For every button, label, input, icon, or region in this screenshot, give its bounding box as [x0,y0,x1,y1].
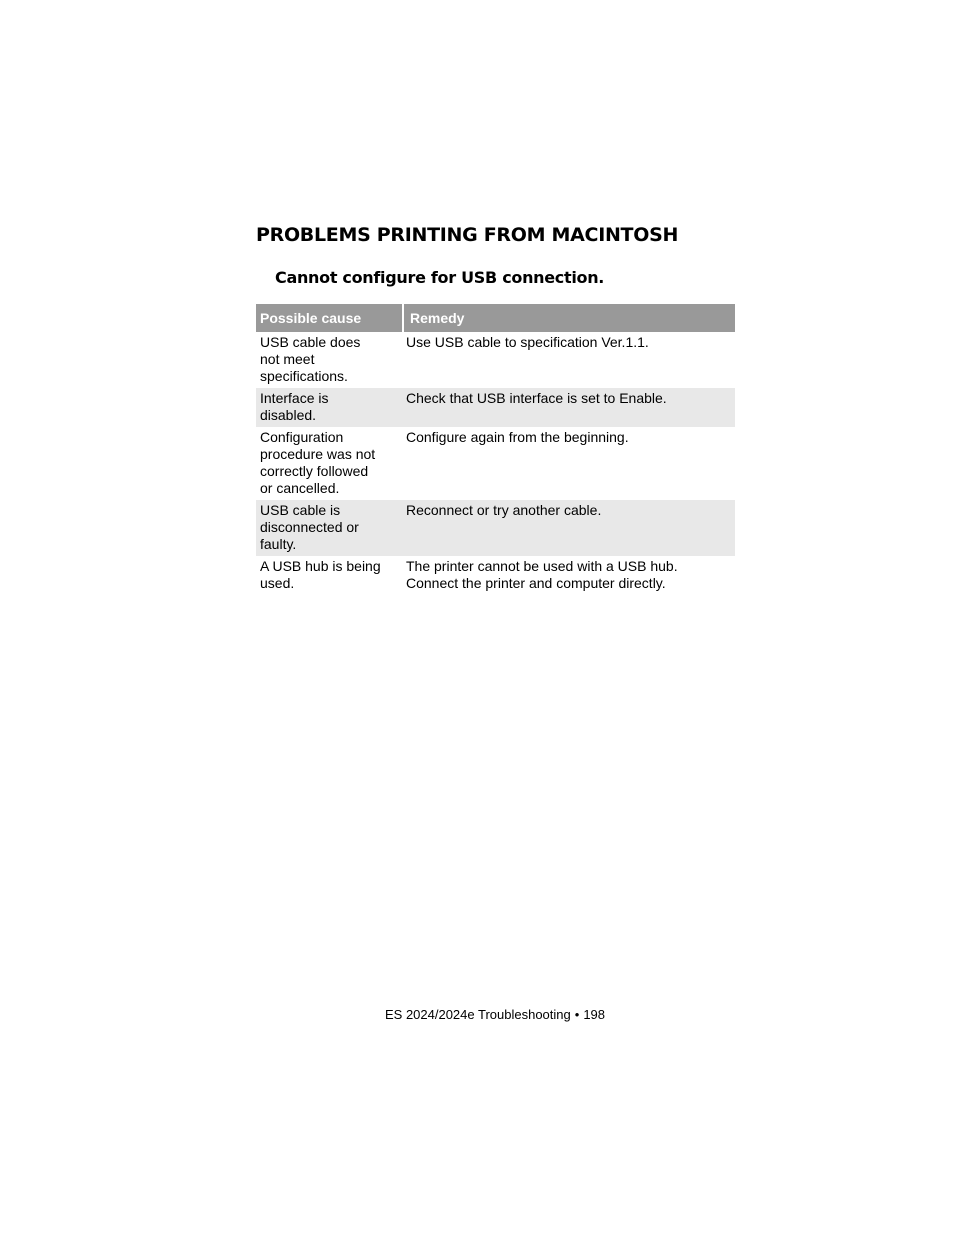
table-row [256,332,735,388]
header-remedy: Remedy [403,304,735,332]
cause-cell [256,388,403,427]
table-row [256,500,735,556]
remedy-cell [403,427,735,500]
remedy-cell [403,332,735,388]
footer-separator: • [574,1007,580,1022]
remedy-cell [403,500,735,556]
table-row [256,388,735,427]
cause-text: Configuration procedure was not correctly followed or cancelled. [260,429,376,496]
cause-cell [256,427,403,500]
cause-text: Interface is disabled. [260,390,329,423]
page-footer [0,1006,954,1023]
troubleshooting-table [256,304,735,595]
cause-cell [256,332,403,388]
cause-cell [256,500,403,556]
page-number: 198 [583,1007,606,1022]
remedy-text: Configure again from the beginning. [406,429,629,445]
remedy-text: Reconnect or try another cable. [406,502,602,518]
header-possible-cause: Possible cause [256,304,403,332]
remedy-text: Use USB cable to specification Ver.1.1. [406,334,649,350]
cause-text: A USB hub is being used. [260,558,381,591]
remedy-text: The printer cannot be used with a USB hub. Connect the printer and computer directly. [406,558,678,591]
remedy-text: Check that USB interface is set to Enable. [406,390,667,406]
page-title: PROBLEMS PRINTING FROM MACINTOSH [256,224,679,246]
remedy-cell [403,388,735,427]
cause-text: USB cable is disconnected or faulty. [260,502,359,552]
footer-text: ES 2024/2024e Troubleshooting [384,1007,571,1022]
cause-text: USB cable does not meet specifications. [260,334,361,384]
remedy-cell [403,556,735,595]
table-row [256,427,735,500]
table-row [256,556,735,595]
cause-cell [256,556,403,595]
section-title: Cannot configure for USB connection. [275,268,605,287]
table-header-row [256,304,735,332]
